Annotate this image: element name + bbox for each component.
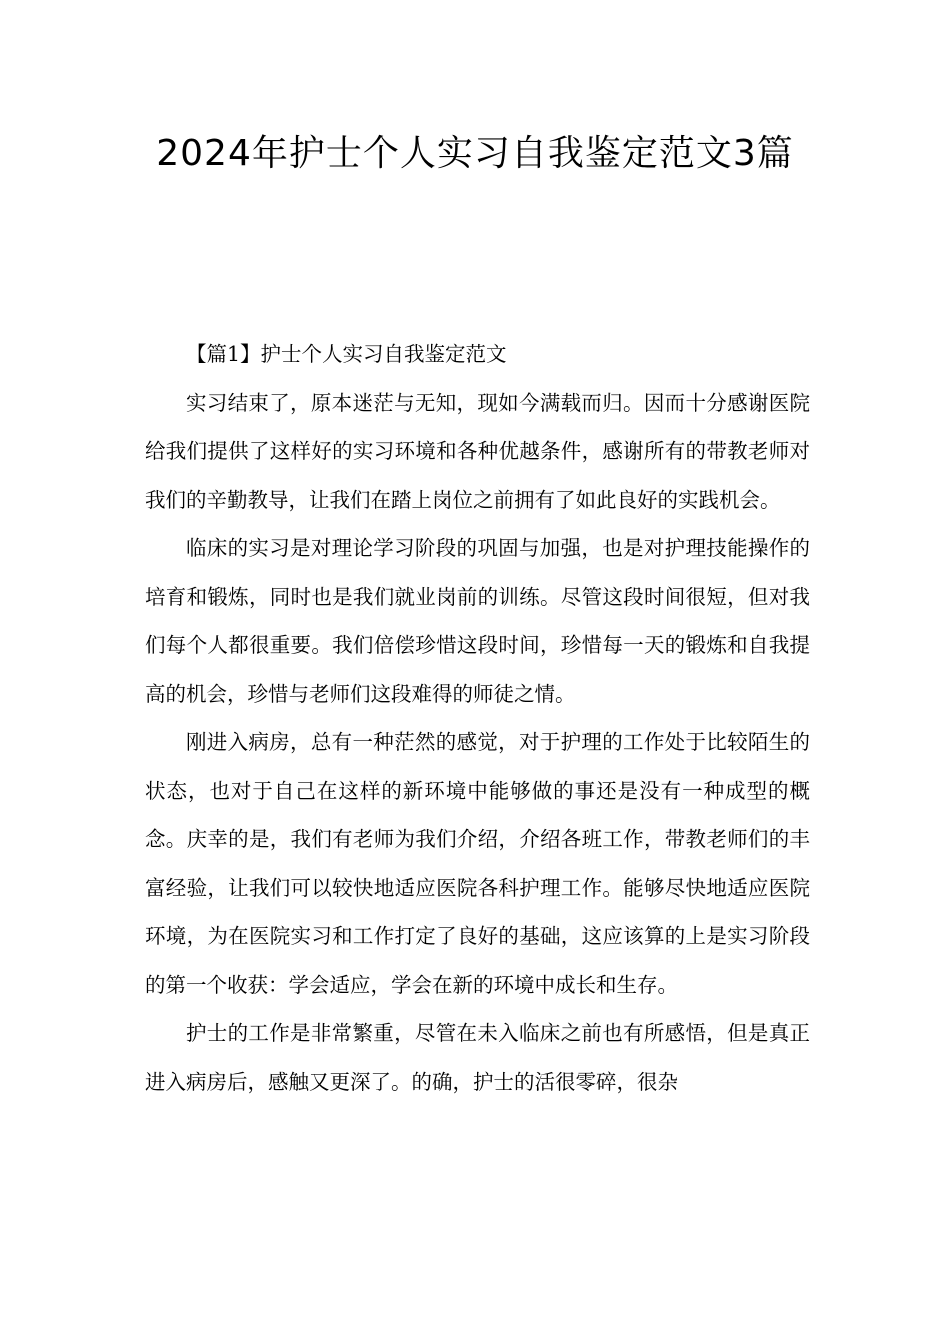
document-body xyxy=(145,330,810,1106)
paragraph: 临床的实习是对理论学习阶段的巩固与加强，也是对护理技能操作的培育和锻炼，同时也是我们就业岗前的训练。尽管这段时间很短，但对我们每个人都很重要。我们倍偿珍惜这段时间，珍惜每一天的锻炼和自我提高的机会，珍惜与老师们这段难得的师徒之情。 xyxy=(145,536,810,706)
document-title: 2024年护士个人实习自我鉴定范文3篇 xyxy=(156,133,794,174)
paragraph: 实习结束了，原本迷茫与无知，现如今满载而归。因而十分感谢医院给我们提供了这样好的实习环境和各种优越条件，感谢所有的带教老师对我们的辛勤教导，让我们在踏上岗位之前拥有了如此良好的实践机会。 xyxy=(145,390,810,512)
section-heading: 【篇1】护士个人实习自我鉴定范文 xyxy=(186,342,507,366)
paragraph: 刚进入病房，总有一种茫然的感觉，对于护理的工作处于比较陌生的状态，也对于自己在这样的新环境中能够做的事还是没有一种成型的概念。庆幸的是，我们有老师为我们介绍，介绍各班工作，带教老师们的丰富经验，让我们可以较快地适应医院各科护理工作。能够尽快地适应医院环境，为在医院实习和工作打定了良好的基础，这应该算的上是实习阶段的第一个收获：学会适应，学会在新的环境中成长和生存。 xyxy=(145,730,810,997)
paragraph: 护士的工作是非常繁重，尽管在未入临床之前也有所感悟，但是真正进入病房后，感触又更深了。的确，护士的活很零碎，很杂 xyxy=(145,1021,810,1094)
